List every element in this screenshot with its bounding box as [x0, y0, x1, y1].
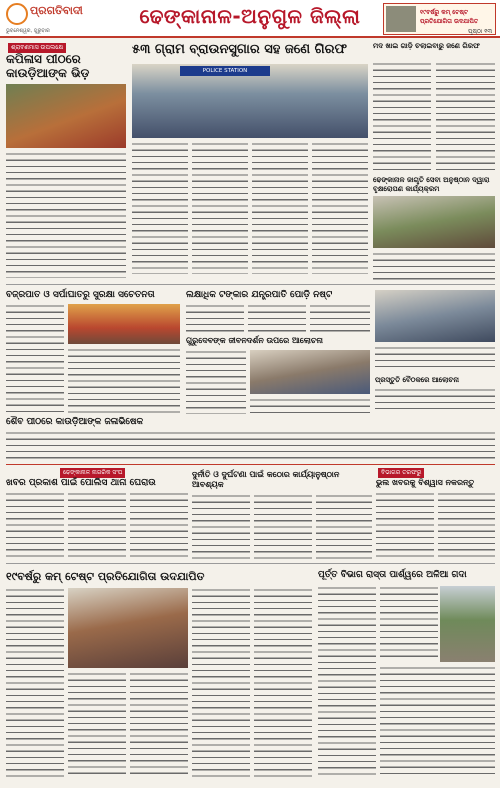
page-number: ପୃଷ୍ଠା ୧୩ [468, 28, 493, 35]
section-divider [6, 464, 495, 465]
promo-photo [386, 6, 416, 32]
article-body [380, 666, 495, 778]
article-body [192, 142, 248, 274]
article-headline: ଭୁଲ ଖବରକୁ ବିଶ୍ୱାସ ନକରନ୍ତୁ [376, 478, 475, 487]
article-body [68, 672, 126, 778]
article-body [192, 588, 250, 778]
article-headline: ପ୍ରସ୍ତୁତି ବୈଠକରେ ଆଲୋଚନା [375, 376, 460, 384]
article-photo [68, 304, 180, 344]
article-photo [6, 84, 126, 148]
section-divider [6, 563, 495, 564]
article-body [375, 388, 495, 414]
article-body [250, 398, 370, 414]
article-headline: କପିଳାସ ପୀଠରେ କାଉଡ଼ିଆଙ୍କ ଭିଡ଼ [6, 52, 90, 80]
article-body [6, 304, 64, 414]
article-headline: ଦୁର୍ନୀତି ଓ ଦୁର୍ଘଟଣା ପାଇଁ କଠୋର କାର୍ଯ୍ୟାନୁଷ୍ଠାନ ଆବଶ୍ୟକ [192, 470, 340, 489]
article-photo [375, 290, 495, 342]
article-kicker: ଢେଙ୍କାନାଳ ନାଗରିକ ସଂଘ [60, 468, 125, 478]
article-headline: ୧୯ବର୍ଷରୁ କମ୍ ଟେଷ୍ଟ ପ୍ରତିଯୋଗିତା ଉଦଯାପିତ [6, 570, 205, 583]
promo-text: ୧୯ବର୍ଷରୁ କମ୍ ଟେଷ୍ଟ ପ୍ରତିଯୋଗିତା ଉଦଯାପିତ [420, 9, 479, 25]
article-photo [440, 586, 495, 662]
article-body [132, 142, 188, 274]
article-headline: ପୂର୍ତ୍ତ ବିଭାଗ ରାସ୍ତା ପାର୍ଶ୍ୱରେ ଅଳିଆ ଗଦା [318, 570, 467, 580]
article-body [376, 492, 434, 560]
article-body [192, 494, 250, 560]
section-divider [6, 284, 495, 285]
article-body [254, 588, 312, 778]
page-title: ଢେଙ୍କାନାଳ-ଅନୁଗୁଳ ଜିଲ୍ଲା [139, 4, 361, 28]
article-photo [373, 196, 495, 248]
article-headline: ଗୁରୁଦେବଙ୍କ ଜୀବନଦର୍ଶନ ଉପରେ ଆଲୋଚନା [186, 336, 323, 345]
article-body [68, 492, 126, 560]
article-body [6, 588, 64, 778]
article-body [130, 492, 188, 560]
article-body [6, 152, 126, 278]
article-body [252, 142, 308, 274]
article-headline: ମଦ ଖାଇ ଗାଡ଼ି ଚଲାଇବାରୁ ଜଣେ ଗିରଫ [373, 42, 480, 50]
article-headline: ବଜ୍ରପାତ ଓ ସର୍ପାଘାତରୁ ସୁରକ୍ଷା ସଚେତନତା [6, 290, 155, 300]
article-body [318, 586, 376, 778]
article-headline: ୫୩ ଗ୍ରାମ ବ୍ରାଉନସୁଗାର ସହ ଜଣେ ଗିରଫ [132, 42, 347, 57]
article-photo [68, 588, 188, 668]
article-photo [250, 350, 370, 394]
article-headline: ଶୈବ ପୀଠରେ କାଉଡ଼ିଆଙ୍କ ଜଳାଭିଷେକ [6, 417, 144, 427]
article-kicker: ଶ୍ରାବଣମାସ ଉପଲକ୍ଷେ [8, 43, 66, 53]
article-body [373, 62, 431, 172]
article-body [375, 346, 495, 372]
article-body [6, 431, 495, 461]
article-body [438, 492, 495, 560]
article-body [380, 586, 438, 662]
article-body [248, 304, 306, 332]
article-headline: ଖବର ପ୍ରକାଶ ପାଇଁ ପୋଲିସ ଥାନା ଘେରାଉ [6, 478, 156, 488]
article-body [312, 142, 368, 274]
article-body [186, 350, 246, 414]
newspaper-logo-icon [6, 3, 28, 25]
article-body [373, 252, 495, 282]
article-kicker: ବିଭାଗର ତରଫରୁ [378, 468, 424, 478]
article-body [186, 304, 244, 332]
article-body [254, 494, 312, 560]
article-body [316, 494, 372, 560]
edition-line: ଭୁବନେଶ୍ୱର, ଗୁରୁବାର [6, 28, 50, 34]
article-headline: ଲକ୍ଷାଧିକ ଟଙ୍କାର ଯନ୍ତ୍ରପାତି ପୋଡ଼ି ନଷ୍ଟ [186, 290, 333, 300]
article-body [436, 62, 495, 172]
article-body [6, 492, 64, 560]
article-headline: ଢେଙ୍କାନାଳ ଜାଗୃତି ସେବା ଅନୁଷ୍ଠାନ ଦ୍ୱାରା ବୃକ୍ଷରୋପଣ କାର୍ଯ୍ୟକ୍ରମ [373, 176, 490, 193]
article-body [68, 348, 180, 414]
police-station-sign: POLICE STATION [180, 66, 270, 76]
article-body [130, 672, 188, 778]
brand-name: ପ୍ରଗତିବାଦୀ [30, 4, 83, 17]
article-body [310, 304, 370, 332]
